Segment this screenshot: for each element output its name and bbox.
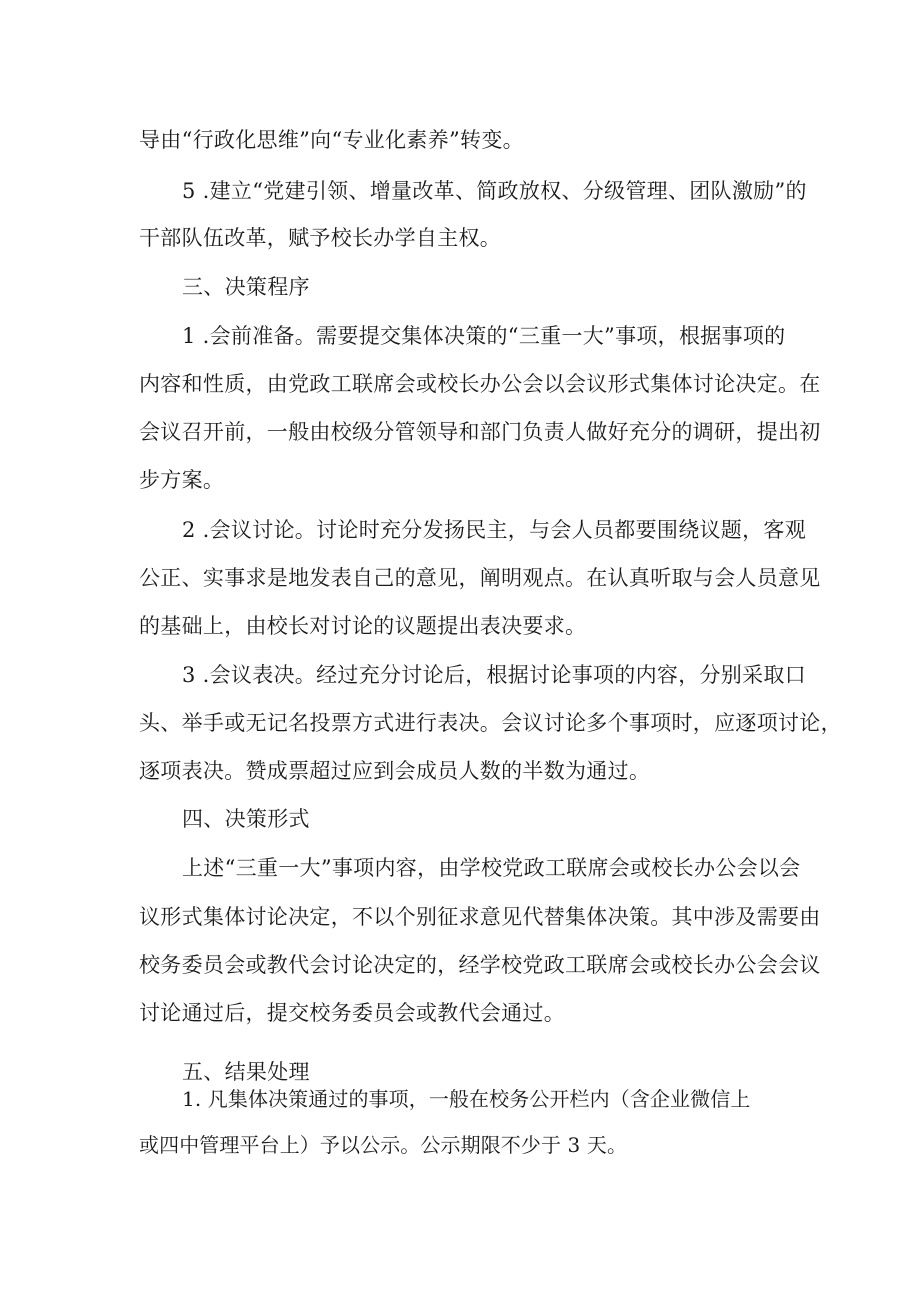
form-paragraph-line-3: 校务委员会或教代会讨论决定的，经学校党政工联席会或校长办公会会议 [139,953,821,977]
item-5-line-1: 5 .建立“党建引领、增量改革、简政放权、分级管理、团队激励”的 [182,179,807,203]
section-heading-decision-form: 四、决策形式 [182,807,310,831]
paragraph-line-transition: 导由“行政化思维”向“专业化素养”转变。 [139,128,524,152]
item-3-line-1: 3 .会议表决。经过充分讨论后，根据讨论事项的内容，分别采取口 [182,663,807,687]
item-2-line-2: 公正、实事求是地发表自己的意见，阐明观点。在认真听取与会人员意见 [139,566,821,590]
item-3-line-3: 逐项表决。赞成票超过应到会成员人数的半数为通过。 [139,759,651,783]
result-item-1-line-2: 或四中管理平台上）予以公示。公示期限不少于 3 天。 [139,1133,628,1157]
section-heading-decision-procedure: 三、决策程序 [182,275,310,299]
form-paragraph-line-1: 上述“三重一大”事项内容，由学校党政工联席会或校长办公会以会 [182,856,801,880]
item-2-line-1: 2 .会议讨论。讨论时充分发扬民主，与会人员都要围绕议题，客观 [182,518,807,542]
form-paragraph-line-4: 讨论通过后，提交校务委员会或教代会通过。 [139,1001,565,1025]
result-item-1-line-1: 1. 凡集体决策通过的事项，一般在校务公开栏内（含企业微信上 [182,1087,751,1111]
item-1-line-3: 会议召开前，一般由校级分管领导和部门负责人做好充分的调研，提出初 [139,420,821,444]
item-3-line-2: 头、举手或无记名投票方式进行表决。会议讨论多个事项时，应逐项讨论， [139,711,842,735]
section-heading-result-handling: 五、结果处理 [182,1060,310,1084]
item-1-line-4: 步方案。 [139,468,225,492]
item-2-line-3: 的基础上，由校长对讨论的议题提出表决要求。 [139,614,587,638]
item-1-line-1: 1 .会前准备。需要提交集体决策的“三重一大”事项，根据事项的 [182,324,786,348]
item-5-line-2: 干部队伍改革，赋予校长办学自主权。 [139,226,502,250]
form-paragraph-line-2: 议形式集体讨论决定，不以个别征求意见代替集体决策。其中涉及需要由 [139,905,821,929]
item-1-line-2: 内容和性质，由党政工联席会或校长办公会以会议形式集体讨论决定。在 [139,372,821,396]
